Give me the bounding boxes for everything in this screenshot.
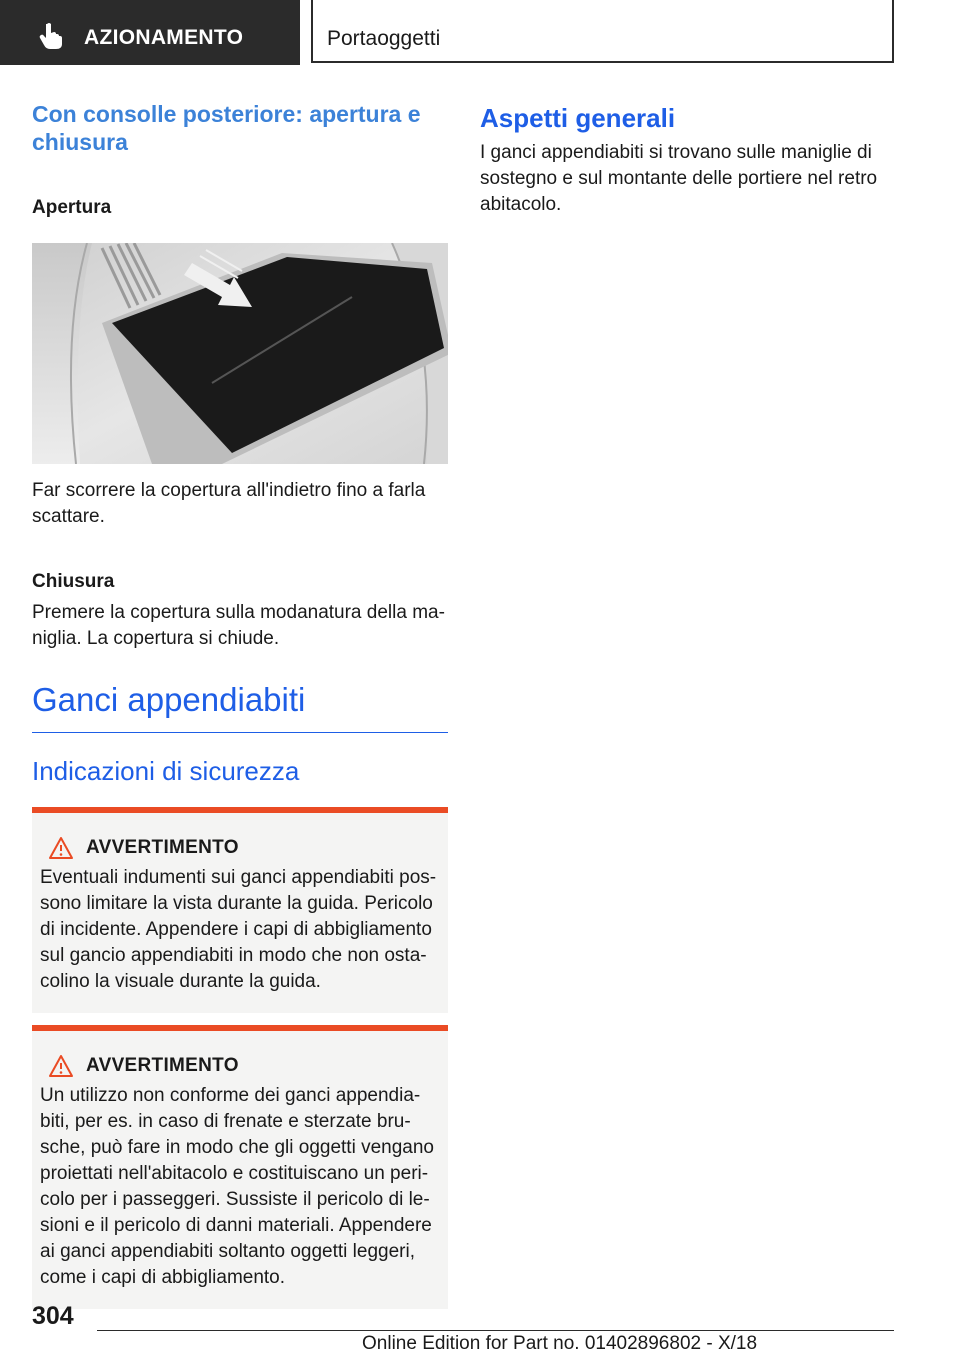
safety-notes-heading: Indicazioni di sicurezza bbox=[32, 756, 300, 786]
hand-pointer-icon bbox=[38, 22, 64, 50]
left-column bbox=[32, 100, 448, 1309]
warning-triangle-icon bbox=[48, 836, 74, 860]
console-cover-drawing bbox=[32, 243, 448, 464]
opening-text: Far scorrere la copertura all'indietro fino a farla scattare. bbox=[32, 480, 426, 527]
warning-text: Eventuali indumenti sui ganci appendiabiti pos-sono limitare la vista durante la guida. Pericolo di incidente. Appendere i capi di abbigliamento sul gancio appendiabiti in modo che non osta-colino la visuale durante la guida. bbox=[40, 867, 437, 992]
general-aspects-text: I ganci appendiabiti si trovano sulle maniglie di sostegno e sul montante delle portiere nel retro abitacolo. bbox=[480, 142, 878, 215]
rear-console-heading: Con consolle posteriore: apertura e chiusura bbox=[32, 101, 421, 155]
warning-text: Un utilizzo non conforme dei ganci appendia-biti, per es. in caso di frenate e sterzate bru-sche, può fare in modo che gli oggetti vengano proiettati nell'abitacolo e costituiscano un peri-colo per i passeggeri. Sussiste il pericolo di le-sioni e il pericolo di danni materiali. Appendere ai ganci appendiabiti soltanto oggetti leggeri, come i capi di abbigliamento. bbox=[40, 1085, 434, 1288]
closing-label: Chiusura bbox=[32, 571, 115, 592]
closing-text: Premere la copertura sulla modanatura della ma-niglia. La copertura si chiude. bbox=[32, 602, 445, 649]
edition-text: Online Edition for Part no. 01402896802 - X/18 bbox=[362, 1333, 758, 1354]
footer-rule bbox=[97, 1330, 894, 1331]
opening-label: Apertura bbox=[32, 197, 112, 218]
general-aspects-heading: Aspetti generali bbox=[480, 103, 676, 133]
footer-edition bbox=[362, 1333, 757, 1355]
section-tab bbox=[311, 0, 894, 63]
chapter-title: AZIONAMENTO bbox=[84, 26, 244, 49]
page-number: 304 bbox=[32, 1302, 74, 1330]
warning-box bbox=[32, 1025, 448, 1309]
chapter-tab bbox=[0, 0, 300, 65]
warning-triangle-icon bbox=[48, 1054, 74, 1078]
right-column bbox=[480, 100, 896, 218]
section-title-coat-hooks: Ganci appendiabiti bbox=[32, 680, 448, 733]
section-title: Portaoggetti bbox=[327, 27, 441, 50]
warning-title: AVVERTIMENTO bbox=[86, 837, 239, 858]
warning-box bbox=[32, 807, 448, 1013]
rear-console-illustration bbox=[32, 243, 448, 464]
warning-title: AVVERTIMENTO bbox=[86, 1055, 239, 1076]
